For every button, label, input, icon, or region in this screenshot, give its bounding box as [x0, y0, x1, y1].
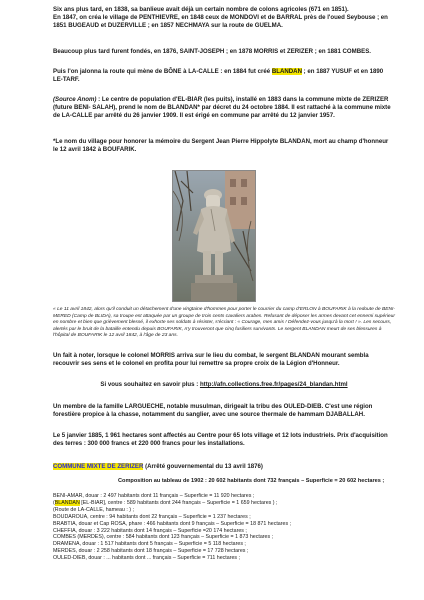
list-item-text: (BLANDAN [EL-BIAR], centre : 589 habitants dont 244 français – Superficie = 1 659 hectares ) ;: [53, 499, 278, 506]
source-text: : Le centre de population d'EL-BIAR (les puits), installé en 1883 dans la commune mixte de ZERIZER (future BENI- SALAH), prend le nom de BLANDAN* par décret du 24 octobre 1884. Il est rattaché à la commune mixte de LA-CALLE par arrêté du 26 janvier 1909. Il est érigé en commune par arrêté du 12 janvier 1957.: [53, 96, 391, 120]
route-text-after: ; en 1887 YUSUF et en 1890 LE-TARF.: [53, 68, 384, 84]
photo-caption-text: « Le 11 avril 1842, alors qu'il conduit un détachement d'une vingtaine d'hommes pour porter le courrier du camp d'ERLON à BOUFARIK à la redoute de BENI-MERED (Camp de BLIDA), sa troupe est attaquée par un groupe de trois cents cavaliers arabes. Refusant de déposer les armes devant cet ennemi supérieur en nombre et bien que grièvement blessé, il exhorte ses soldats à résister, s'écriant : « Courage, mes amis ! Défendez-vous jusqu'à la mort ! ». Les secours, alertés par le bruit de la bataille entendu depuis BOUFARIK, n'y trouveront que cinq fusiliers survivants. Le sergent BLANDAN meurt de ses blessures à l'hôpital de BOUFARIK le 12 avril 1842, à l'âge de 23 ans.: [53, 307, 396, 339]
source-label: (Source Anom): [53, 96, 97, 103]
paragraph-intro-text: Six ans plus tard, en 1838, sa banlieue avait déjà un certain nombre de colons agricoles (671 en 1851). En 1847, on créa le village de PENTHIEVRE, en 1848 ceux de MONDOVI et de BARRAL près de l'oued Seybouse ; en 1851 BUGEAUD et DUZERVILLE ; en 1857 NECHMAYA sur la route de GUELMA.: [53, 6, 388, 30]
composition-title-text: Composition au tableau de 1902 : 20 602 habitants dont 732 français – Superficie = 20 602 hectares ;: [118, 478, 385, 484]
list-item: BOUDAROUA, centre : 94 habitants dont 22 français – Superficie = 1 237 hectares ;: [53, 513, 251, 520]
sergent-text: *Le nom du village pour honorer la mémoire du Sergent Jean Pierre Hippolyte BLANDAN, mort au champ d'honneur le 12 avril 1842 à BOUFARIK.: [53, 138, 389, 154]
statue-photo: [172, 170, 256, 302]
paragraph-source-anom: [53, 96, 393, 121]
route-text-before: Puis l'on jalonna la route qui mène de BÔNE à LA-CALLE : en 1884 fut créé: [53, 68, 272, 75]
paragraph-colonel-morris: [53, 352, 393, 368]
blandan-page-link[interactable]: http://afn.collections.free.fr/pages/24_blandan.html: [199, 381, 348, 388]
list-item-blandan: [53, 500, 393, 507]
composition-title: [118, 478, 384, 484]
composition-list: [53, 493, 393, 562]
list-item: OULED-DIEB, douar : ... habitants dont ... français – Superficie = 711 hectares ;: [53, 555, 241, 562]
list-item: DRAMENA, douar : 1 517 habitants dont 5 français – Superficie = 5 118 hectares ;: [53, 541, 246, 548]
highlighted-blandan: BLANDAN: [271, 68, 302, 75]
zerizer-heading-sub: (Arrêté gouvernemental du 13 avril 1876): [143, 463, 263, 470]
more-info-prefix: Si vous souhaitez en savoir plus :: [100, 381, 200, 388]
paragraph-intro: [53, 6, 393, 31]
paragraph-sergent-blandan: [53, 138, 393, 154]
land-allocation-text: Le 5 janvier 1885, 1 961 hectares sont affectés au Centre pour 65 lots village et 12 lots industriels. Prix d'acquisition des terres : 300 000 francs et 220 000 francs pour les installations.: [53, 432, 388, 448]
paragraph-largueche: [53, 403, 393, 419]
paragraph-later-villages: [53, 48, 393, 56]
zerizer-heading-title: COMMUNE MIXTE DE ZERIZER: [53, 463, 144, 470]
paragraph-land-allocation: [53, 432, 393, 448]
zerizer-heading: [53, 463, 263, 470]
list-item: (Route de LA-CALLE, hameau : ) ;: [53, 506, 134, 513]
list-item: BENI-AMAR, douar : 2 497 habitants dont 11 français – Superficie = 11 920 hectares ;: [53, 493, 255, 499]
colonel-morris-text: Un fait à noter, lorsque le colonel MORRIS arriva sur le lieu du combat, le sergent BLANDAN mourant sembla recouvrir ses sens et le colonel en profita pour lui remettre sa propre croix de la Légion d'Honneur.: [53, 352, 369, 368]
paragraph-later-villages-text: Beaucoup plus tard furent fondés, en 1876, SAINT-JOSEPH ; en 1878 MORRIS et ZERIZER ; en 1881 COMBES.: [53, 48, 371, 55]
list-item: CHEFFIA, douar : 3 222 habitants dont 14 français – Superficie =20 174 hectares ;: [53, 527, 247, 534]
more-info-line: [53, 381, 395, 388]
list-item: MERDES, douar : 2 258 habitants dont 18 français – Superficie = 17 728 hectares ;: [53, 548, 249, 555]
largueche-text: Un membre de la famille LARGUECHE, notable musulman, dirigeait la tribu des OULED-DIEB. C'est une région forestière propice à la chasse, notamment du sanglier, avec une source thermale de hammam DJABALLAH.: [53, 403, 373, 419]
photo-caption: [53, 307, 395, 340]
list-item: BRABTIA, douar et Cap ROSA, phare : 466 habitants dont 9 français – Superficie = 18 871 hectares ;: [53, 520, 292, 527]
paragraph-route-la-calle: [53, 68, 393, 84]
list-item: COMBES (MERDES), centre : 584 habitants dont 123 français – Superficie = 1 873 hectares ;: [53, 534, 274, 541]
highlighted-blandan-row: BLANDAN: [54, 499, 80, 506]
